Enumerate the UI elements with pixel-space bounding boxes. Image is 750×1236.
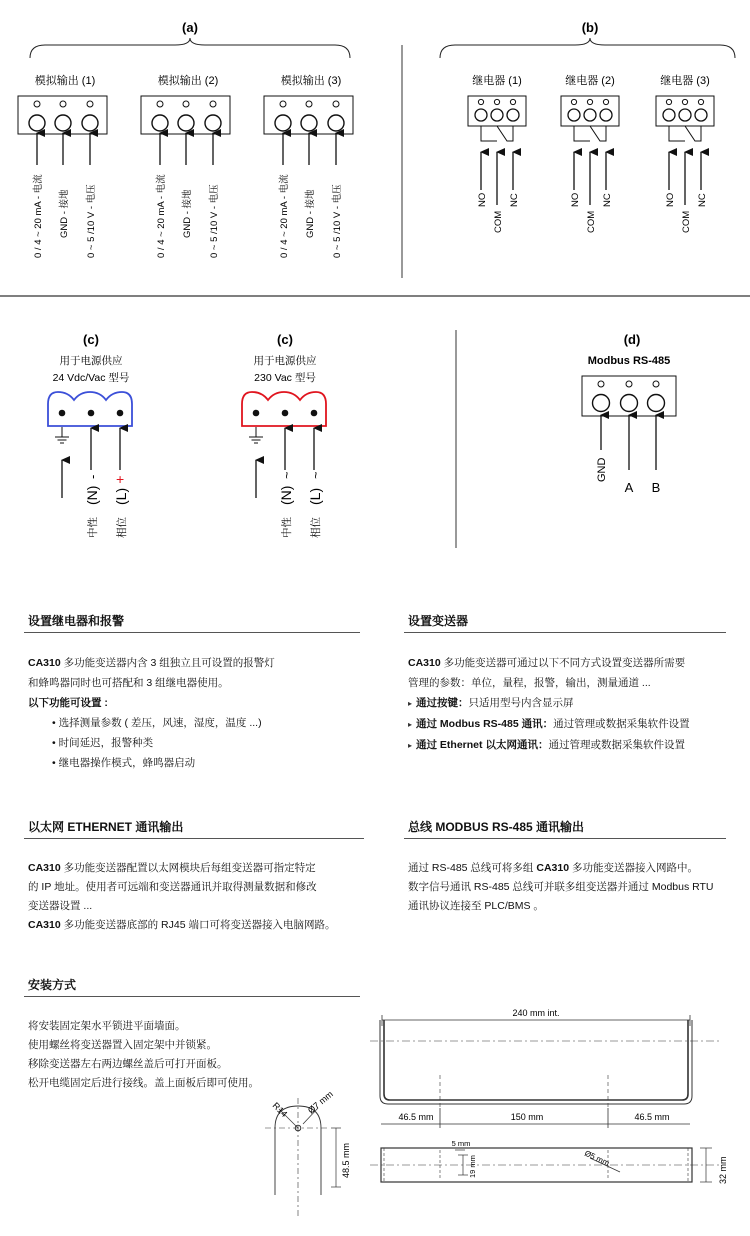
svg-text:Ø7 mm: Ø7 mm bbox=[305, 1088, 335, 1116]
svg-text:NC: NC bbox=[697, 193, 708, 207]
install-step: 使用螺丝将变送器置入固定架中并锁紧。 bbox=[28, 1039, 217, 1051]
bracket-front-view bbox=[370, 1148, 722, 1182]
list-item: • 时间延迟，报警种类 bbox=[52, 737, 154, 749]
svg-text:B: B bbox=[651, 480, 661, 495]
subheading: 以下功能可设置 : bbox=[28, 697, 108, 709]
install-step: 移除变送器左右两边螺丝盖后可打开面板。 bbox=[28, 1058, 228, 1070]
tag-a: (a) bbox=[182, 20, 198, 35]
svg-text:24 Vdc/Vac 型号: 24 Vdc/Vac 型号 bbox=[52, 372, 130, 384]
list-item: ▸ 通过按键：只适用型号内含显示屏 bbox=[408, 693, 726, 714]
svg-text:0 / 4 ~ 20 mA - 电流: 0 / 4 ~ 20 mA - 电流 bbox=[279, 174, 290, 258]
list-item: • 继电器操作模式，蜂鸣器启动 bbox=[52, 757, 196, 769]
ethernet-section: 以太网 ETHERNET 通讯输出 CA310 多功能变送器配置以太网模块后每组变送器可指定特定 的 IP 地址。使用者可远端和变送器通讯并取得测量数据和修改 变送器设置 ... CA310 多功能变送器底部的 RJ45 端口可将变送器接入电脑网路。 bbox=[24, 818, 364, 935]
install-step: 松开电缆固定后进行接线。盖上面板后即可使用。 bbox=[28, 1077, 259, 1089]
svg-text:A: A bbox=[624, 480, 634, 495]
analog-output-3 bbox=[264, 73, 353, 258]
section-title: 以太网 ETHERNET 通讯输出 bbox=[24, 818, 364, 839]
svg-text:(N): (N) bbox=[84, 485, 100, 505]
svg-text:(L): (L) bbox=[307, 487, 323, 505]
svg-text:NO: NO bbox=[570, 192, 581, 207]
analog-output-title: 模拟输出 (3) bbox=[280, 75, 342, 87]
svg-text:32 mm: 32 mm bbox=[718, 1156, 728, 1184]
svg-text:继电器 (3): 继电器 (3) bbox=[660, 75, 710, 87]
analog-output-title: 模拟输出 (2) bbox=[157, 75, 219, 87]
svg-text:46.5 mm: 46.5 mm bbox=[398, 1112, 434, 1122]
svg-text:R14: R14 bbox=[270, 1100, 290, 1120]
svg-text:COM: COM bbox=[681, 210, 692, 233]
section-title: 安装方式 bbox=[24, 976, 360, 997]
relay-1 bbox=[468, 73, 526, 233]
svg-text:继电器 (2): 继电器 (2) bbox=[565, 75, 615, 87]
svg-text:240 mm int.: 240 mm int. bbox=[512, 1008, 560, 1018]
svg-text:GND - 接地: GND - 接地 bbox=[305, 189, 316, 238]
section-title: 设置继电器和报警 bbox=[24, 612, 360, 633]
svg-text:48.5 mm: 48.5 mm bbox=[341, 1142, 351, 1178]
svg-text:5 mm: 5 mm bbox=[451, 1139, 471, 1148]
svg-text:相位: 相位 bbox=[116, 517, 128, 538]
mounting-slot bbox=[265, 1098, 341, 1218]
svg-text:0 / 4 ~ 20 mA - 电流: 0 / 4 ~ 20 mA - 电流 bbox=[33, 174, 44, 258]
svg-text:用于电源供应: 用于电源供应 bbox=[59, 355, 123, 367]
svg-text:(L): (L) bbox=[113, 487, 129, 505]
modbus-terminal bbox=[582, 332, 676, 495]
relay-3 bbox=[656, 73, 714, 233]
brace-a bbox=[30, 38, 350, 58]
section-title: 总线 MODBUS RS-485 通讯输出 bbox=[404, 818, 726, 839]
install-step: 将安装固定架水平锁进平面墙面。 bbox=[28, 1020, 186, 1032]
brand: CA310 bbox=[28, 657, 61, 669]
svg-text:230 Vac 型号: 230 Vac 型号 bbox=[254, 372, 316, 384]
svg-text:~: ~ bbox=[308, 471, 323, 479]
svg-text:中性: 中性 bbox=[281, 517, 293, 538]
svg-text:+: + bbox=[116, 471, 125, 487]
section-title: 设置变送器 bbox=[404, 612, 726, 633]
svg-text:(c): (c) bbox=[277, 332, 293, 347]
svg-text:0 ~ 5 /10 V - 电压: 0 ~ 5 /10 V - 电压 bbox=[86, 184, 97, 258]
svg-text:150 mm: 150 mm bbox=[510, 1112, 544, 1122]
list-item: ▸ 通过 Ethernet 以太网通讯：通过管理或数据采集软件设置 bbox=[408, 735, 726, 756]
list-item: • 选择测量参数 ( 差压，风速，湿度，温度 ...) bbox=[52, 717, 262, 729]
transmitter-setup-section: 设置变送器 CA310 多功能变送器可通过以下不同方式设置变送器所需要 管理的参数：单位，量程，报警，输出，测量通道 ... ▸ 通过按键：只适用型号内含显示屏 ▸ 通过 Modbus RS-485 通讯：通过管理或数据采集软件设置 ▸ 通过 Ethernet 以太网通讯：通过管理或数据采集软件设置 bbox=[404, 612, 726, 756]
svg-text:Modbus RS-485: Modbus RS-485 bbox=[587, 355, 671, 367]
analog-output-title: 模拟输出 (1) bbox=[34, 75, 96, 87]
svg-text:NO: NO bbox=[477, 192, 488, 207]
svg-text:NC: NC bbox=[509, 193, 520, 207]
svg-text:-: - bbox=[85, 474, 100, 479]
svg-text:0 ~ 5 /10 V - 电压: 0 ~ 5 /10 V - 电压 bbox=[332, 184, 343, 258]
power-230v bbox=[242, 332, 326, 538]
svg-text:GND: GND bbox=[596, 457, 608, 482]
svg-text:0 / 4 ~ 20 mA - 电流: 0 / 4 ~ 20 mA - 电流 bbox=[156, 174, 167, 258]
svg-text:~: ~ bbox=[279, 471, 294, 479]
svg-text:用于电源供应: 用于电源供应 bbox=[253, 355, 317, 367]
svg-text:GND - 接地: GND - 接地 bbox=[59, 189, 70, 238]
brand: CA310 bbox=[408, 657, 441, 669]
analog-output-1 bbox=[18, 73, 107, 258]
tag-b: (b) bbox=[581, 20, 599, 35]
svg-text:继电器 (1): 继电器 (1) bbox=[472, 75, 522, 87]
relay-setup-section: 设置继电器和报警 CA310 多功能变送器内含 3 组独立且可设置的报警灯 和蜂鸣器同时也可搭配和 3 组继电器使用。 以下功能可设置 : • 选择测量参数 ( 差压，风速，湿度，温度 ...) • 时间延迟，报警种类 • 继电器操作模式，蜂鸣器启动 bbox=[24, 612, 360, 773]
svg-text:COM: COM bbox=[493, 210, 504, 233]
analog-output-2 bbox=[141, 73, 230, 258]
installation-section bbox=[24, 976, 360, 1093]
svg-text:Ø5 mm: Ø5 mm bbox=[583, 1148, 611, 1168]
svg-text:相位: 相位 bbox=[310, 517, 322, 538]
svg-text:0 ~ 5 /10 V - 电压: 0 ~ 5 /10 V - 电压 bbox=[209, 184, 220, 258]
list-item: ▸ 通过 Modbus RS-485 通讯：通过管理或数据采集软件设置 bbox=[408, 714, 726, 735]
svg-text:NC: NC bbox=[602, 193, 613, 207]
svg-text:NO: NO bbox=[665, 192, 676, 207]
brace-b bbox=[440, 38, 735, 58]
modbus-section: 总线 MODBUS RS-485 通讯输出 通过 RS-485 总线可将多组 CA310 多功能变送器接入网路中。 数字信号通讯 RS-485 总线可并联多组变送器并通过 Modbus RTU 通讯协议连接至 PLC/BMS 。 bbox=[404, 818, 726, 916]
relay-2 bbox=[561, 73, 619, 233]
svg-text:中性: 中性 bbox=[87, 517, 99, 538]
svg-text:(d): (d) bbox=[623, 332, 641, 347]
svg-text:COM: COM bbox=[586, 210, 597, 233]
svg-text:(N): (N) bbox=[278, 485, 294, 505]
svg-text:(c): (c) bbox=[83, 332, 99, 347]
svg-text:19 mm: 19 mm bbox=[468, 1155, 477, 1178]
power-24v bbox=[48, 332, 132, 538]
svg-text:46.5 mm: 46.5 mm bbox=[634, 1112, 670, 1122]
svg-text:GND - 接地: GND - 接地 bbox=[182, 189, 193, 238]
